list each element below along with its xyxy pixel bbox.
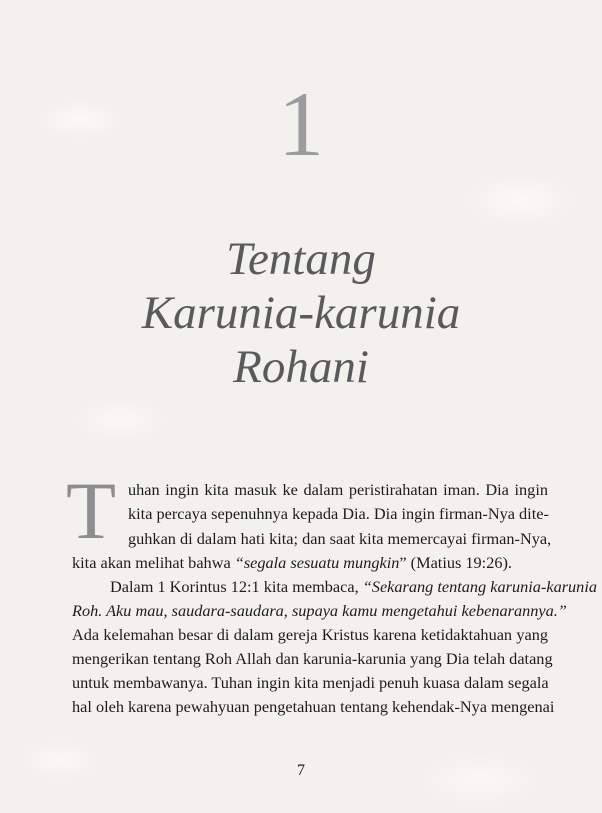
- body-line: mengerikan tentang Roh Allah dan karunia-karunia yang Dia telah datang: [72, 649, 553, 668]
- body-line: uhan ingin kita masuk ke dalam peristirahatan iman. Dia ingin: [128, 480, 548, 499]
- body-line: guhkan di dalam hati kita; dan saat kita memercayai firman-Nya,: [128, 529, 552, 548]
- body-line: kita akan melihat bahwa “segala sesuatu mungkin” (Matius 19:26).: [72, 553, 512, 572]
- body-line: kita percaya sepenuhnya kepada Dia. Dia ingin firman-Nya dite-: [128, 504, 549, 523]
- body-line: hal oleh karena pewahyuan pengetahuan tentang kehendak-Nya mengenai: [72, 697, 555, 716]
- chapter-title-line: Tentang: [226, 233, 376, 285]
- body-line: Dalam 1 Korintus 12:1 kita membaca, “Sekarang tentang karunia-karunia: [110, 577, 597, 596]
- page-number: 7: [297, 762, 305, 779]
- chapter-number: 1: [278, 73, 324, 175]
- chapter-title-line: Karunia-karunia: [141, 287, 461, 339]
- chapter-title-line: Rohani: [233, 341, 369, 393]
- body-line: Ada kelemahan besar di dalam gereja Kristus karena ketidaktahuan yang: [72, 625, 548, 644]
- body-line: Roh. Aku mau, saudara-saudara, supaya kamu mengetahui kebenarannya.”: [72, 601, 567, 620]
- body-line: untuk membawanya. Tuhan ingin kita menjadi penuh kuasa dalam segala: [72, 673, 549, 692]
- chapter-title: [0, 232, 602, 394]
- drop-cap: T: [66, 465, 117, 556]
